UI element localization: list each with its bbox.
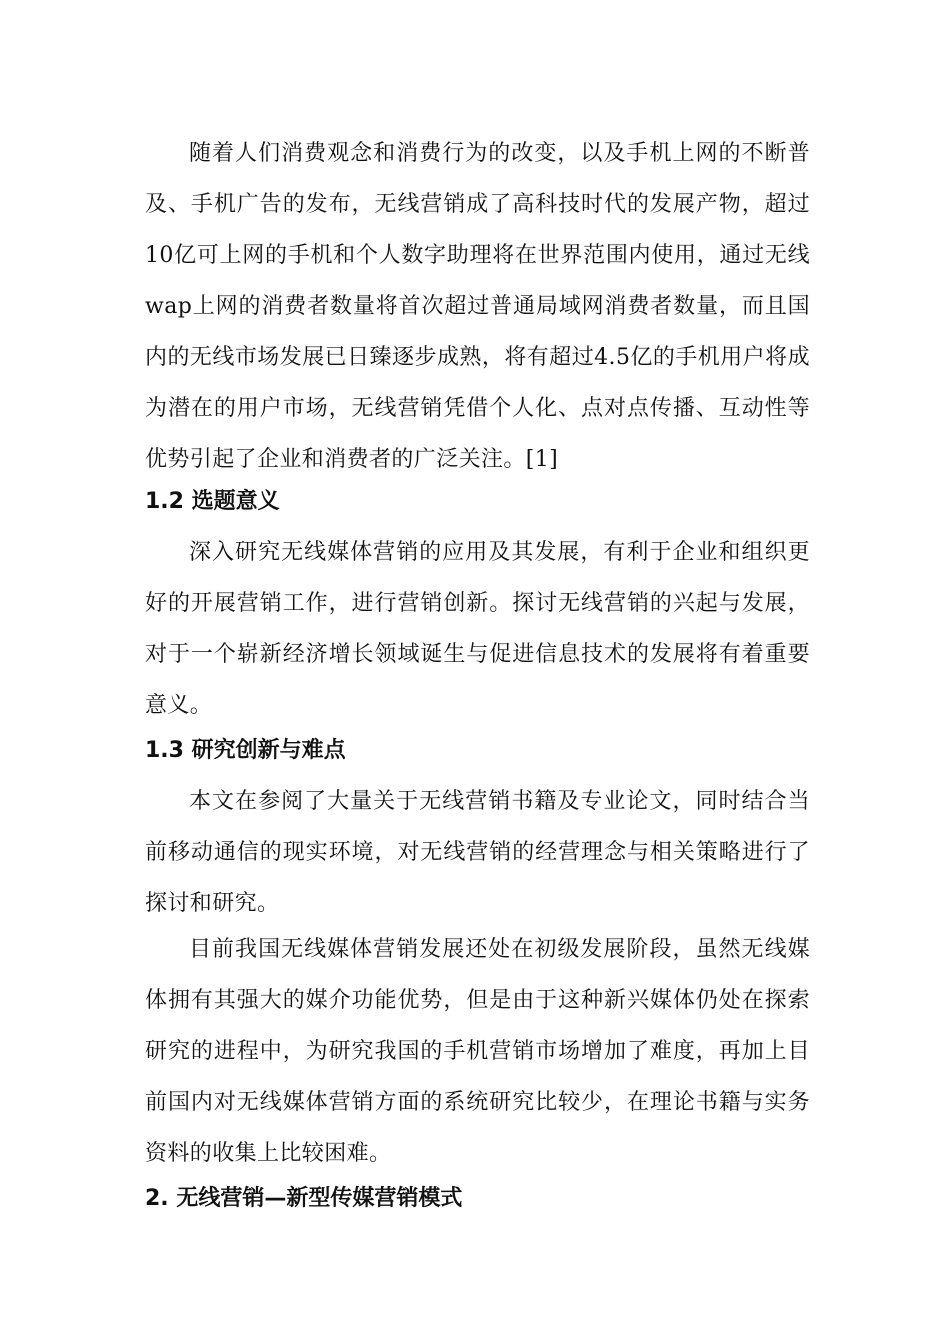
section-heading-2: 2. 无线营销—新型传媒营销模式 [145,1186,463,1211]
paragraph-difficulty: 目前我国无线媒体营销发展还处在初级发展阶段，虽然无线媒体拥有其强大的媒介功能优势，但是由于这种新兴媒体仍处在探索研究的进程中，为研究我国的手机营销市场增加了难度，再加上目前国内对无线媒体营销方面的系统研究比较少，在理论书籍与实务资料的收集上比较困难。 [145,937,810,1166]
paragraph-background: 随着人们消费观念和消费行为的改变，以及手机上网的不断普及、手机广告的发布，无线营销成了高科技时代的发展产物，超过10亿可上网的手机和个人数字助理将在世界范围内使用，通过无线wap上网的消费者数量将首次超过普通局域网消费者数量，而且国内的无线市场发展已日臻逐步成熟，将有超过4.5亿的手机用户将成为潜在的用户市场，无线营销凭借个人化、点对点传播、互动性等优势引起了企业和消费者的广泛关注。[1] [145,141,810,472]
paragraph-innovation: 本文在参阅了大量关于无线营销书籍及专业论文，同时结合当前移动通信的现实环境，对无线营销的经营理念与相关策略进行了探讨和研究。 [145,789,810,916]
paragraph-significance: 深入研究无线媒体营销的应用及其发展，有利于企业和组织更好的开展营销工作，进行营销创新。探讨无线营销的兴起与发展，对于一个崭新经济增长领域诞生与促进信息技术的发展将有着重要意义。 [145,540,810,718]
section-heading-1-2: 1.2 选题意义 [145,489,280,514]
section-heading-1-3: 1.3 研究创新与难点 [145,738,346,763]
